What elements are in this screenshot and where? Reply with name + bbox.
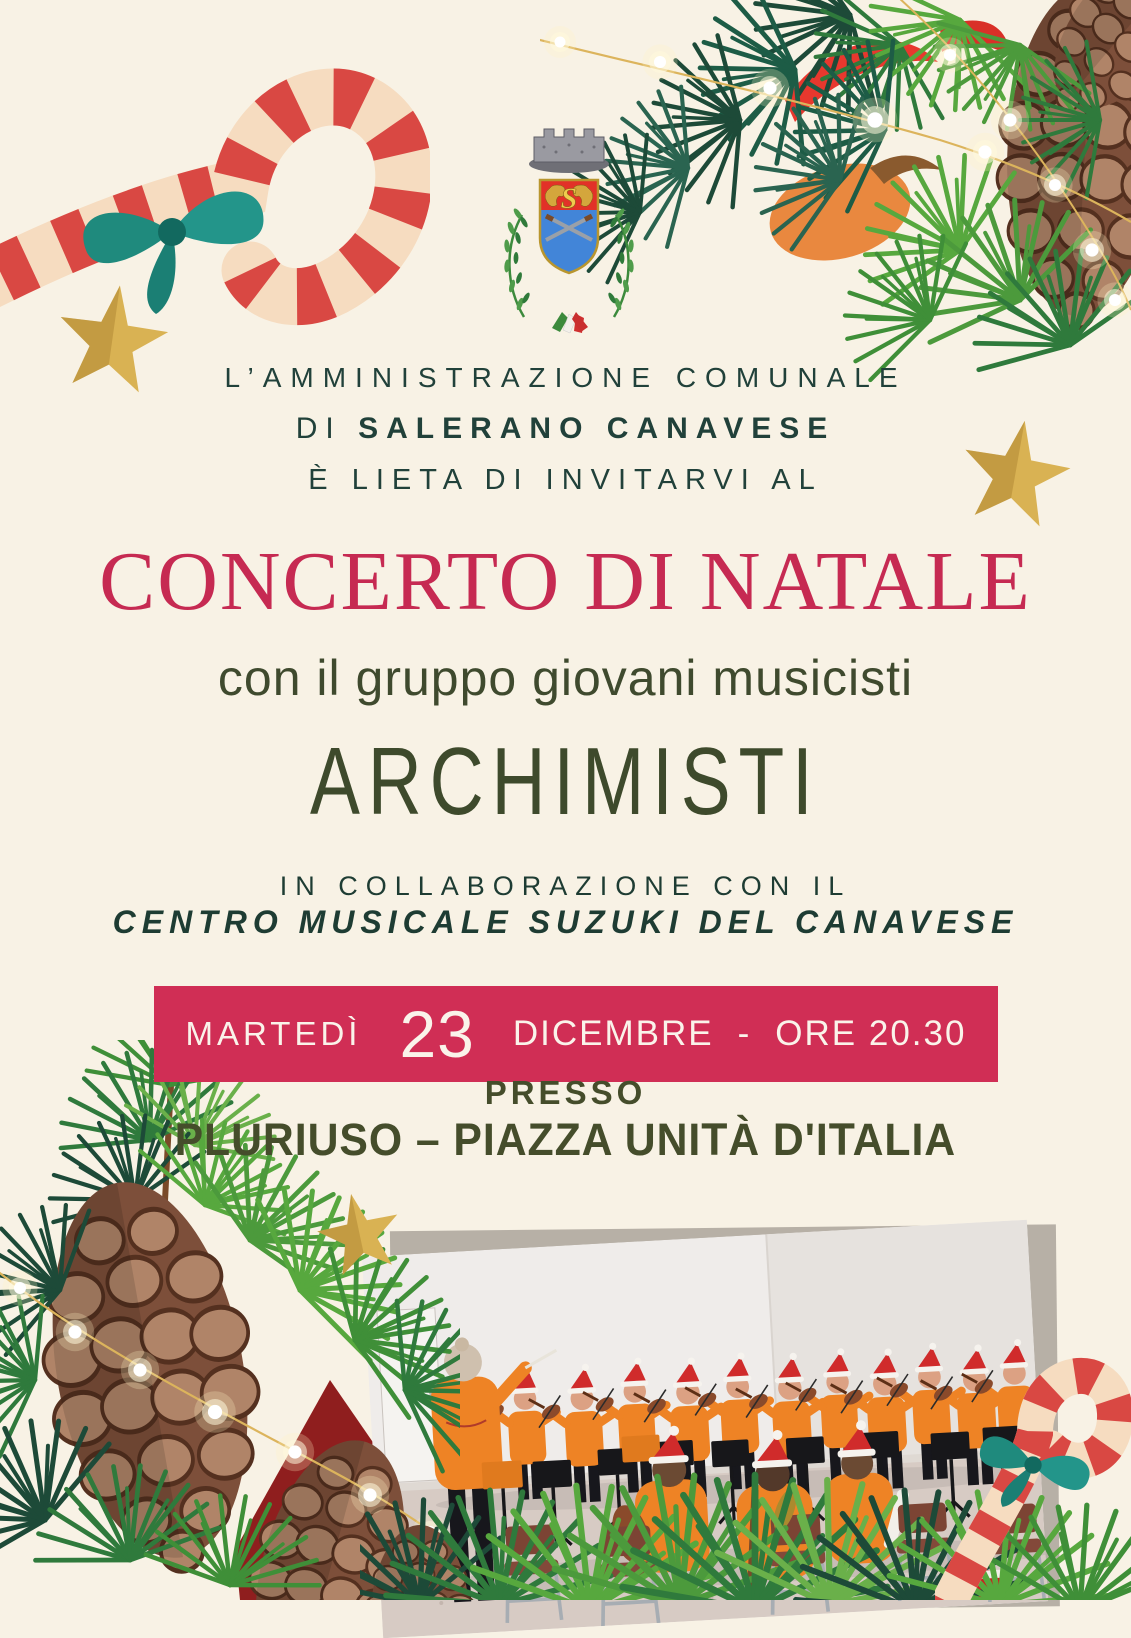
venue-name: PLURIUSO – PIAZZA UNITÀ D'ITALIA: [174, 1114, 957, 1165]
candy-cane-bottom-right: [935, 1285, 1131, 1600]
intro-line-2: [0, 413, 1131, 445]
event-month: DICEMBRE: [512, 1014, 714, 1053]
intro-line-3: È LIETA DI INVITARVI AL: [308, 464, 823, 496]
event-day-number: 23: [399, 997, 475, 1071]
event-time: ORE 20.30: [775, 1014, 967, 1053]
venue-label: PRESSO: [484, 1074, 647, 1111]
intro-line-1: L’AMMINISTRAZIONE COMUNALE: [224, 362, 907, 393]
intro-line-2-prefix: DI: [295, 412, 359, 445]
event-weekday: MARTEDÌ: [185, 1015, 362, 1052]
poster-subtitle: con il gruppo giovani musicisti: [217, 650, 914, 706]
municipal-crest-icon: [494, 112, 644, 342]
tricolor-ribbon: [552, 312, 588, 333]
municipality-name: SALERANO CANAVESE: [358, 412, 836, 445]
event-date-banner: [154, 986, 998, 1082]
collaboration-line-2: CENTRO MUSICALE SUZUKI DEL CANAVESE: [112, 904, 1019, 940]
collaboration-line-1: IN COLLABORAZIONE CON IL: [279, 871, 852, 901]
poster-title: CONCERTO DI NATALE: [99, 535, 1032, 628]
event-separator: -: [737, 1014, 752, 1053]
group-name: ARCHIMISTI: [310, 728, 821, 835]
crest-letter: S: [560, 182, 578, 215]
